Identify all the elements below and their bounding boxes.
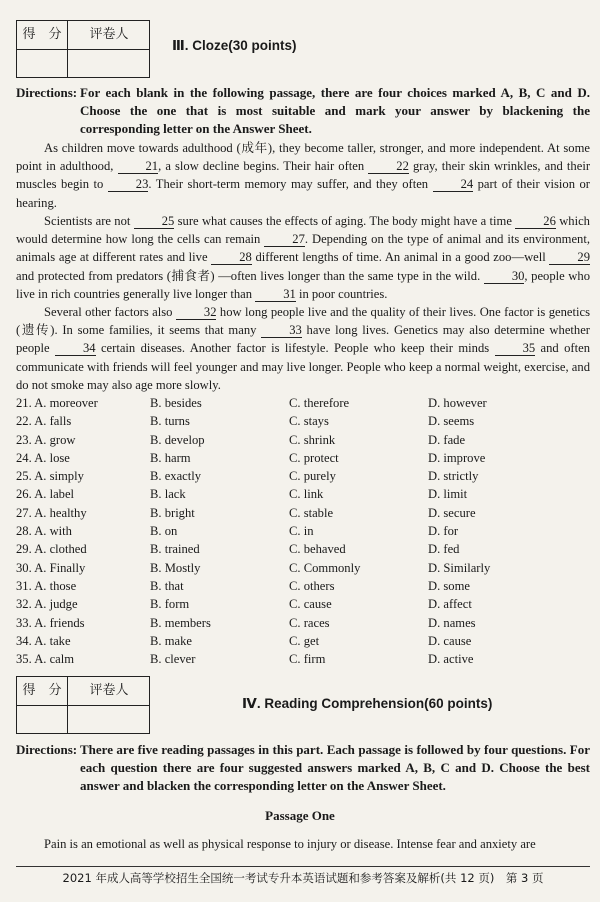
option-choice: B. besides: [150, 396, 202, 410]
option-choice: D. names: [428, 615, 476, 630]
option-choice: B. trained: [150, 542, 200, 557]
option-choice: D. however: [428, 396, 487, 410]
passage-text: . Their short-term memory may suffer, and they often: [148, 177, 433, 192]
page-footer: 2021 年成人高等学校招生全国统一考试专升本英语试题和参考答案及解析(共 12 页) 第 3 页: [62, 871, 544, 885]
option-choice: C. firm: [289, 652, 326, 667]
option-row: [16, 467, 590, 485]
option-choice: C. stays: [289, 414, 329, 429]
option-choice: C. races: [289, 615, 330, 630]
passage-text: in poor countries.: [295, 286, 388, 301]
passage-text: have long lives. Genetics may also determine whether people: [16, 323, 590, 356]
passage-text: , people who live in rich countries generally live longer than: [16, 268, 590, 301]
option-row: [16, 394, 590, 412]
grader-label: 评卷人: [89, 27, 129, 42]
passage-text: sure what causes the effects of aging. The body might have a time: [174, 214, 516, 228]
option-choice: 34. A. take: [16, 633, 71, 648]
option-choice: D. cause: [428, 633, 472, 648]
option-choice: 28. A. with: [16, 524, 72, 539]
cloze-blank-26: 26: [515, 214, 556, 229]
cloze-paragraph-3: [16, 303, 590, 394]
cloze-blank-30: 30: [484, 269, 525, 284]
option-row: [16, 449, 590, 467]
cloze-blank-27: 27: [264, 232, 305, 247]
directions-text: There are five reading passages in this part. Each passage is followed by four questions. For each question there are four suggested answers marked A, B, C and D. Choose the best answer and blacken the corresponding letter on the Answer Sheet.: [80, 742, 590, 793]
option-choice: D. Similarly: [428, 560, 491, 575]
option-choice: D. secure: [428, 505, 476, 520]
passage-text: different lengths of time. An animal in a good zoo—well: [251, 250, 550, 265]
passage-text: , a slow decline begins. Their hair often: [158, 159, 369, 174]
option-row: [16, 522, 590, 540]
option-choice: B. lack: [150, 487, 186, 502]
option-choice: C. in: [289, 524, 314, 539]
option-row: [16, 614, 590, 632]
option-row: [16, 559, 590, 577]
footer-divider: [16, 866, 590, 867]
option-choice: B. form: [150, 597, 190, 612]
option-choice: C. behaved: [289, 542, 346, 557]
option-choice: C. purely: [289, 469, 336, 484]
option-row: [16, 504, 590, 522]
option-choice: 26. A. label: [16, 487, 75, 502]
cloze-paragraph-1: [16, 139, 590, 212]
option-row: [16, 650, 590, 668]
cloze-blank-25: 25: [134, 214, 175, 229]
option-choice: 22. A. falls: [16, 414, 72, 429]
option-choice: C. protect: [289, 450, 339, 465]
cloze-options: [16, 394, 590, 668]
option-choice: 32. A. judge: [16, 597, 78, 612]
cloze-blank-33: 33: [261, 323, 302, 338]
option-choice: C. get: [289, 633, 320, 648]
option-choice: D. fade: [428, 432, 466, 447]
option-choice: B. develop: [150, 432, 205, 447]
passage-text: Several other factors also: [44, 305, 176, 319]
option-choice: 24. A. lose: [16, 450, 70, 465]
option-choice: D. affect: [428, 597, 472, 612]
score-label: 得 分: [22, 683, 62, 698]
option-choice: B. that: [150, 578, 184, 593]
score-label: 得 分: [22, 27, 62, 42]
cloze-blank-28: 28: [211, 250, 252, 265]
cloze-blank-22: 22: [368, 159, 409, 174]
option-choice: 30. A. Finally: [16, 560, 86, 575]
option-row: [16, 540, 590, 558]
score-box: [16, 20, 150, 78]
cloze-blank-31: 31: [255, 287, 296, 302]
cloze-paragraph-2: [16, 212, 590, 303]
cloze-blank-32: 32: [176, 305, 217, 320]
option-choice: C. Commonly: [289, 560, 361, 575]
passage-one-start: Pain is an emotional as well as physical response to injury or disease. Intense fear and anxiety are: [44, 837, 536, 851]
section-title-reading: Ⅳ. Reading Comprehension(60 points): [242, 696, 493, 711]
passage-text: which would determine how long the cells can remain: [16, 214, 590, 247]
option-choice: B. make: [150, 633, 192, 648]
option-choice: 33. A. friends: [16, 615, 85, 630]
option-choice: D. limit: [428, 487, 468, 502]
option-choice: B. on: [150, 524, 178, 539]
cloze-blank-29: 29: [549, 250, 590, 265]
passage-title: Passage One: [265, 808, 335, 823]
option-choice: D. some: [428, 578, 470, 593]
option-choice: 25. A. simply: [16, 469, 84, 484]
passage-text: and often communicate with friends will feel younger and may live longer. People who keep a normal weight, exercise, and do not smoke may also age more slowly.: [16, 341, 590, 392]
option-row: [16, 577, 590, 595]
option-choice: D. seems: [428, 414, 475, 429]
passage-text: Scientists are not: [44, 214, 134, 228]
passage-text: how long people live and the quality of their lives. One factor is genetics (遗传). In some families, it seems that many: [16, 305, 590, 338]
option-choice: D. strictly: [428, 469, 479, 484]
option-row: [16, 412, 590, 430]
passage-text: As children move towards adulthood (成年), they become taller, stronger, and more independent. At some point in adulthood,: [16, 141, 590, 174]
directions-cloze: [16, 84, 590, 138]
option-choice: B. members: [150, 615, 211, 630]
option-choice: B. harm: [150, 450, 191, 465]
option-choice: C. stable: [289, 505, 334, 520]
grader-label: 评卷人: [89, 683, 129, 698]
cloze-blank-35: 35: [495, 341, 536, 356]
option-row: [16, 431, 590, 449]
option-choice: 27. A. healthy: [16, 505, 87, 520]
option-choice: C. link: [289, 487, 324, 502]
option-choice: D. fed: [428, 542, 460, 557]
option-choice: 23. A. grow: [16, 432, 76, 447]
cloze-blank-23: 23: [108, 177, 149, 192]
option-row: [16, 595, 590, 613]
option-choice: 35. A. calm: [16, 652, 75, 667]
option-choice: 21. A. moreover: [16, 396, 98, 410]
option-row: [16, 632, 590, 650]
cloze-blank-34: 34: [55, 341, 96, 356]
section-title-cloze: Ⅲ. Cloze(30 points): [172, 38, 297, 53]
passage-text: certain diseases. Another factor is lifestyle. People who keep their minds: [95, 341, 495, 356]
score-box-2: [16, 676, 150, 734]
option-row: [16, 485, 590, 503]
option-choice: 29. A. clothed: [16, 542, 87, 557]
directions-text: For each blank in the following passage, there are four choices marked A, B, C and D. Choose the one that is most suitable and mark your answer by blackening the corresponding letter on the Answer Sheet.: [80, 85, 590, 136]
option-choice: C. others: [289, 578, 335, 593]
option-choice: C. cause: [289, 597, 332, 612]
cloze-blank-24: 24: [433, 177, 474, 192]
option-choice: D. for: [428, 524, 459, 539]
option-choice: C. shrink: [289, 432, 336, 447]
passage-text: gray, their skin wrinkles, and their muscles begin to: [16, 159, 591, 192]
cloze-blank-21: 21: [118, 159, 159, 174]
passage-text: and protected from predators (捕食者) —often lives longer than the same type in the wild.: [16, 268, 484, 283]
passage-text: part of their vision or hearing.: [16, 177, 590, 210]
directions-label: Directions:: [16, 742, 78, 757]
directions-label: Directions:: [16, 85, 78, 100]
option-choice: B. exactly: [150, 469, 202, 484]
option-choice: B. bright: [150, 505, 195, 520]
option-choice: B. turns: [150, 414, 190, 429]
option-choice: B. clever: [150, 652, 196, 667]
passage-text: . Depending on the type of animal and its environment, animals age at different rates and live: [16, 232, 591, 265]
option-choice: D. improve: [428, 450, 486, 465]
option-choice: 31. A. those: [16, 578, 77, 593]
option-choice: C. therefore: [289, 396, 350, 410]
option-choice: B. Mostly: [150, 560, 201, 575]
option-choice: D. active: [428, 652, 474, 667]
directions-reading: [16, 741, 590, 795]
